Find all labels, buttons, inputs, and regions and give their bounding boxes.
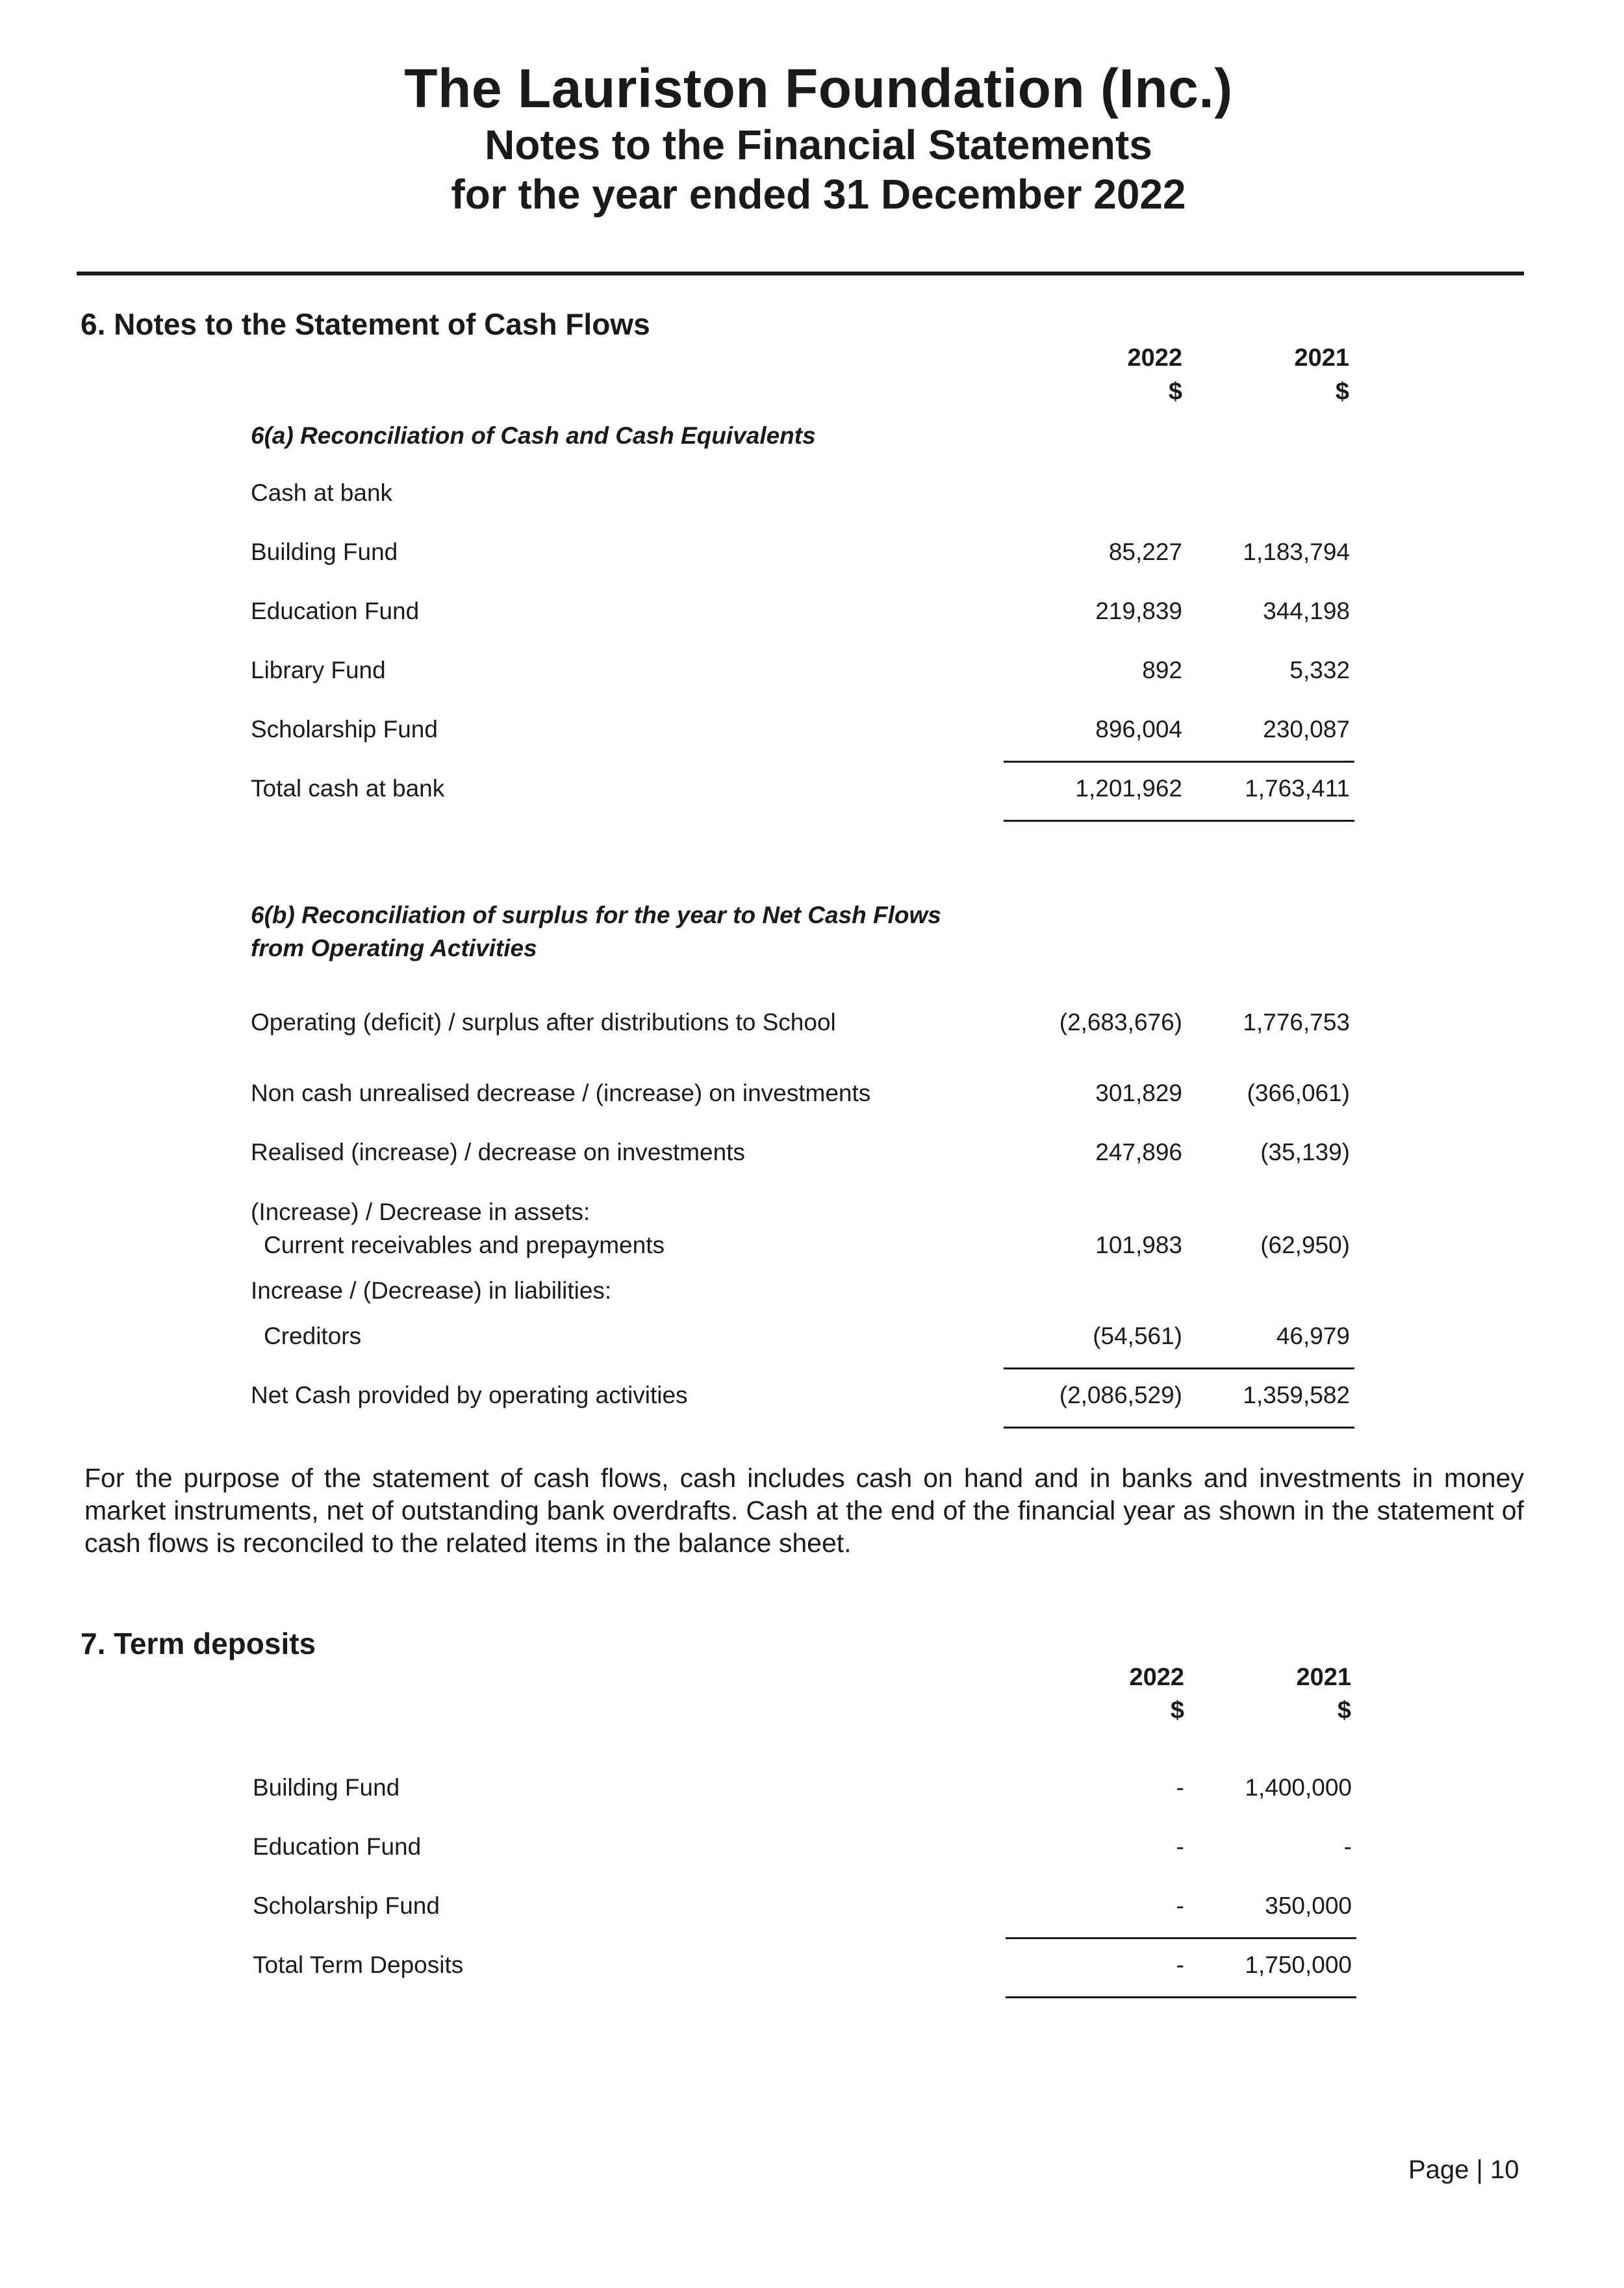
- note-6-heading: 6. Notes to the Statement of Cash Flows: [81, 307, 650, 341]
- table-cell-2021: 1,400,000: [1245, 1774, 1352, 1801]
- table-row-label: Building Fund: [251, 539, 398, 565]
- note-6a-heading: 6(a) Reconciliation of Cash and Cash Equivalents: [251, 422, 816, 449]
- table-cell-2022: (2,086,529): [1059, 1382, 1182, 1408]
- table-cell-2021: (35,139): [1260, 1139, 1350, 1165]
- table-row-label: Education Fund: [251, 598, 420, 624]
- table-row-label: Education Fund: [253, 1833, 422, 1860]
- note-6-currency-2022: $: [1168, 378, 1182, 405]
- table-cell-2021: 5,332: [1289, 657, 1350, 683]
- table-cell-2021: (366,061): [1247, 1080, 1350, 1106]
- table-cell-2021: 1,359,582: [1243, 1382, 1350, 1408]
- table-cell-2022: 85,227: [1108, 539, 1182, 565]
- table-cell-2022: 892: [1142, 657, 1182, 683]
- note-7-col-2022: 2022: [1129, 1664, 1184, 1691]
- document-subtitle: Notes to the Financial Statements: [485, 121, 1152, 168]
- table-cell-2022: (2,683,676): [1059, 1009, 1182, 1036]
- total-rule: [1004, 820, 1354, 822]
- note-7-col-2021: 2021: [1296, 1664, 1351, 1691]
- document-header: [0, 56, 1624, 218]
- table-cell-2021: 230,087: [1263, 716, 1350, 743]
- table-row-label: Total cash at bank: [251, 775, 445, 802]
- cash-definition-paragraph: For the purpose of the statement of cash flows, cash includes cash on hand and in banks and investments in money market instruments, net of outstanding bank overdrafts. Cash at the end of the financial year as shown in the statement of cash flows is reconciled to the related items in the balance sheet.: [84, 1463, 1524, 1558]
- table-row-label: (Increase) / Decrease in assets:: [251, 1199, 590, 1225]
- table-cell-2022: (54,561): [1093, 1323, 1182, 1349]
- table-row-label: Current receivables and prepayments: [264, 1232, 665, 1258]
- note-7-currency-2022: $: [1170, 1697, 1184, 1724]
- table-cell-2022: -: [1176, 1774, 1184, 1801]
- table-cell-2022: 1,201,962: [1075, 775, 1182, 802]
- header-divider: [77, 272, 1524, 275]
- note-6-col-2021: 2021: [1294, 344, 1349, 372]
- table-row-label: Operating (deficit) / surplus after distributions to School: [251, 1009, 836, 1036]
- table-row-label: Net Cash provided by operating activities: [251, 1382, 688, 1408]
- table-cell-2022: -: [1176, 1892, 1184, 1919]
- table-cell-2022: -: [1176, 1951, 1184, 1978]
- total-rule: [1004, 1427, 1354, 1429]
- table-cell-2022: -: [1176, 1833, 1184, 1860]
- table-row-label: Realised (increase) / decrease on investments: [251, 1139, 745, 1165]
- table-row-label: Library Fund: [251, 657, 386, 683]
- organization-title: The Lauriston Foundation (Inc.): [404, 58, 1233, 119]
- table-row-label: Creditors: [264, 1323, 362, 1349]
- subtotal-rule: [1004, 1367, 1354, 1369]
- table-cell-2022: 101,983: [1095, 1232, 1182, 1258]
- note-7-currency-2021: $: [1337, 1697, 1351, 1724]
- table-row-label: Increase / (Decrease) in liabilities:: [251, 1277, 612, 1304]
- table-cell-2022: 219,839: [1095, 598, 1182, 624]
- table-row-label: Building Fund: [253, 1774, 400, 1801]
- page-number: Page | 10: [1408, 2155, 1519, 2184]
- table-row-label: Total Term Deposits: [253, 1951, 464, 1978]
- note-6-currency-2021: $: [1335, 378, 1349, 405]
- table-cell-2022: 247,896: [1095, 1139, 1182, 1165]
- table-row-label: Non cash unrealised decrease / (increase) on investments: [251, 1080, 871, 1106]
- note-6b-heading-line1: 6(b) Reconciliation of surplus for the year to Net Cash Flows: [251, 902, 941, 928]
- table-cell-2021: 350,000: [1265, 1892, 1352, 1919]
- note-6-col-2022: 2022: [1127, 344, 1182, 372]
- total-rule: [1006, 1996, 1356, 1998]
- table-cell-2021: 344,198: [1263, 598, 1350, 624]
- cash-at-bank-label: Cash at bank: [251, 479, 393, 506]
- table-cell-2021: 1,763,411: [1245, 775, 1350, 802]
- note-7-heading: 7. Term deposits: [81, 1627, 316, 1660]
- table-cell-2021: 1,183,794: [1243, 539, 1350, 565]
- table-cell-2022: 301,829: [1095, 1080, 1182, 1106]
- subtotal-rule: [1004, 761, 1354, 763]
- table-cell-2021: 46,979: [1276, 1323, 1350, 1349]
- table-cell-2021: -: [1343, 1833, 1352, 1860]
- note-6b-heading-line2: from Operating Activities: [251, 935, 537, 961]
- table-cell-2021: (62,950): [1260, 1232, 1350, 1258]
- table-cell-2022: 896,004: [1095, 716, 1182, 743]
- table-cell-2021: 1,776,753: [1243, 1009, 1350, 1036]
- reporting-period: for the year ended 31 December 2022: [451, 171, 1186, 218]
- table-cell-2021: 1,750,000: [1245, 1951, 1352, 1978]
- subtotal-rule: [1006, 1937, 1356, 1939]
- table-row-label: Scholarship Fund: [251, 716, 438, 743]
- table-row-label: Scholarship Fund: [253, 1892, 440, 1919]
